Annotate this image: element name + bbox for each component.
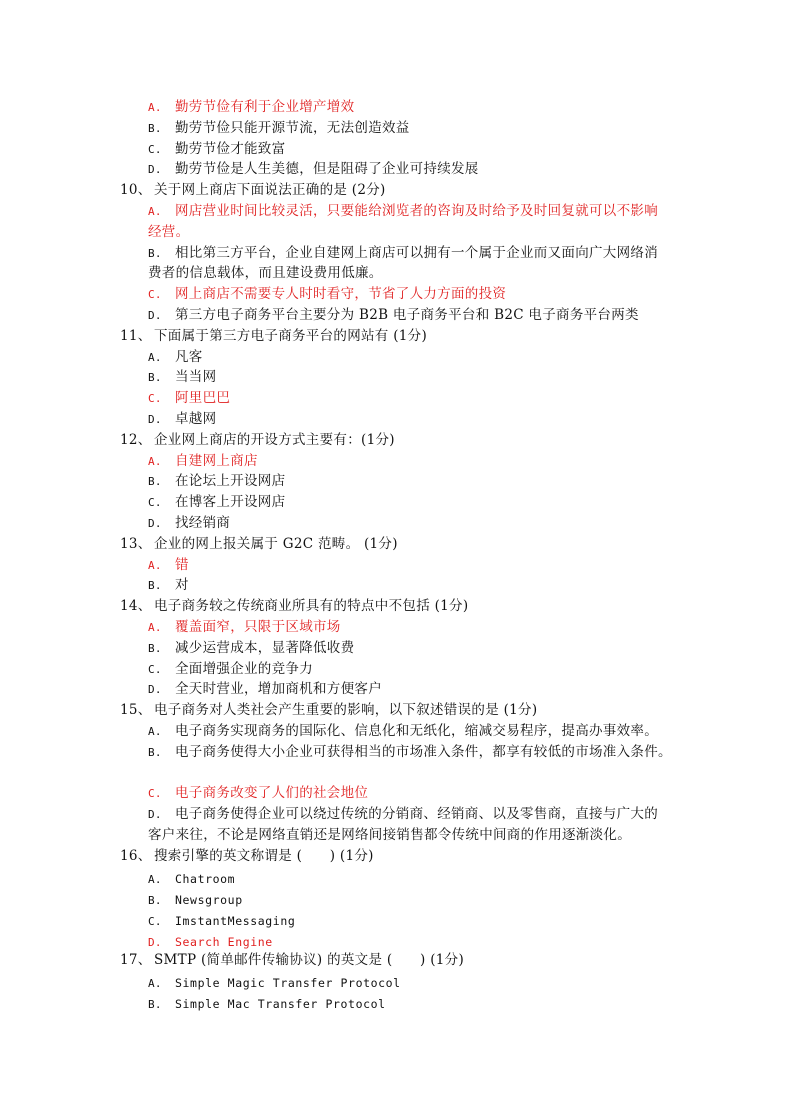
q11-option-c: C. 阿里巴巴 [148, 390, 231, 406]
question-14: 14、 电子商务较之传统商业所具有的特点中不包括 (1分) [120, 598, 469, 614]
question-12: 12、 企业网上商店的开设方式主要有：(1分) [120, 432, 395, 448]
q14-option-a: A. 覆盖面窄，只限于区域市场 [148, 619, 341, 635]
q9-option-d: D. 勤劳节俭是人生美德，但是阻碍了企业可持续发展 [148, 161, 479, 177]
question-15: 15、 电子商务对人类社会产生重要的影响，以下叙述错误的是 (1分) [120, 702, 538, 718]
question-10: 10、 关于网上商店下面说法正确的是 (2分) [120, 182, 386, 198]
q14-option-d: D. 全天时营业，增加商机和方便客户 [148, 681, 382, 697]
q15-option-b: B. 电子商务使得大小企业可获得相当的市场准入条件，都享有较低的市场准入条件。 [148, 744, 672, 760]
q10-option-a-continued: 经营。 [148, 224, 190, 240]
q9-option-a: A. 勤劳节俭有利于企业增产增效 [148, 99, 355, 115]
q10-option-c: C. 网上商店不需要专人时时看守，节省了人力方面的投资 [148, 286, 507, 302]
q15-option-a: A. 电子商务实现商务的国际化、信息化和无纸化，缩减交易程序，提高办事效率。 [148, 723, 658, 739]
q12-option-c: C. 在博客上开设网店 [148, 494, 286, 510]
q17-option-a: A. Simple Magic Transfer Protocol [148, 976, 401, 990]
question-16: 16、 搜索引擎的英文称谓是 ( ) (1分) [120, 848, 374, 864]
q11-option-a: A. 凡客 [148, 349, 203, 365]
q12-option-b: B. 在论坛上开设网店 [148, 473, 286, 489]
q12-option-a: A. 自建网上商店 [148, 453, 258, 469]
q10-option-b-continued: 费者的信息载体，而且建设费用低廉。 [148, 265, 383, 281]
q14-option-c: C. 全面增强企业的竞争力 [148, 661, 313, 677]
q10-option-d: D. 第三方电子商务平台主要分为 B2B 电子商务平台和 B2C 电子商务平台两类 [148, 307, 639, 323]
question-17: 17、 SMTP (简单邮件传输协议) 的英文是 ( ) (1分) [120, 952, 465, 968]
q9-option-c: C. 勤劳节俭才能致富 [148, 141, 286, 157]
q16-option-c: C. ImstantMessaging [148, 914, 296, 928]
q16-option-a: A. Chatroom [148, 872, 236, 886]
q9-option-b: B. 勤劳节俭只能开源节流，无法创造效益 [148, 120, 410, 136]
q16-option-b: B. Newsgroup [148, 893, 243, 907]
question-11: 11、 下面属于第三方电子商务平台的网站有 (1分) [120, 328, 428, 344]
q15-option-d: D. 电子商务使得企业可以绕过传统的分销商、经销商、以及零售商，直接与广大的 [148, 806, 658, 822]
question-13: 13、 企业的网上报关属于 G2C 范畴。 (1分) [120, 536, 398, 552]
q14-option-b: B. 减少运营成本，显著降低收费 [148, 640, 355, 656]
q16-option-d: D. Search Engine [148, 935, 273, 949]
q11-option-b: B. 当当网 [148, 369, 217, 385]
q12-option-d: D. 找经销商 [148, 515, 231, 531]
q13-option-a: A. 错 [148, 557, 189, 573]
q15-option-c: C. 电子商务改变了人们的社会地位 [148, 785, 369, 801]
q10-option-a: A. 网店营业时间比较灵活，只要能给浏览者的咨询及时给予及时回复就可以不影响 [148, 203, 658, 219]
q13-option-b: B. 对 [148, 577, 189, 593]
q10-option-b: B. 相比第三方平台，企业自建网上商店可以拥有一个属于企业而又面向广大网络消 [148, 245, 658, 261]
q17-option-b: B. Simple Mac Transfer Protocol [148, 997, 386, 1011]
q15-option-d-continued: 客户来往，不论是网络直销还是网络间接销售都令传统中间商的作用逐渐淡化。 [148, 827, 631, 843]
q11-option-d: D. 卓越网 [148, 411, 217, 427]
